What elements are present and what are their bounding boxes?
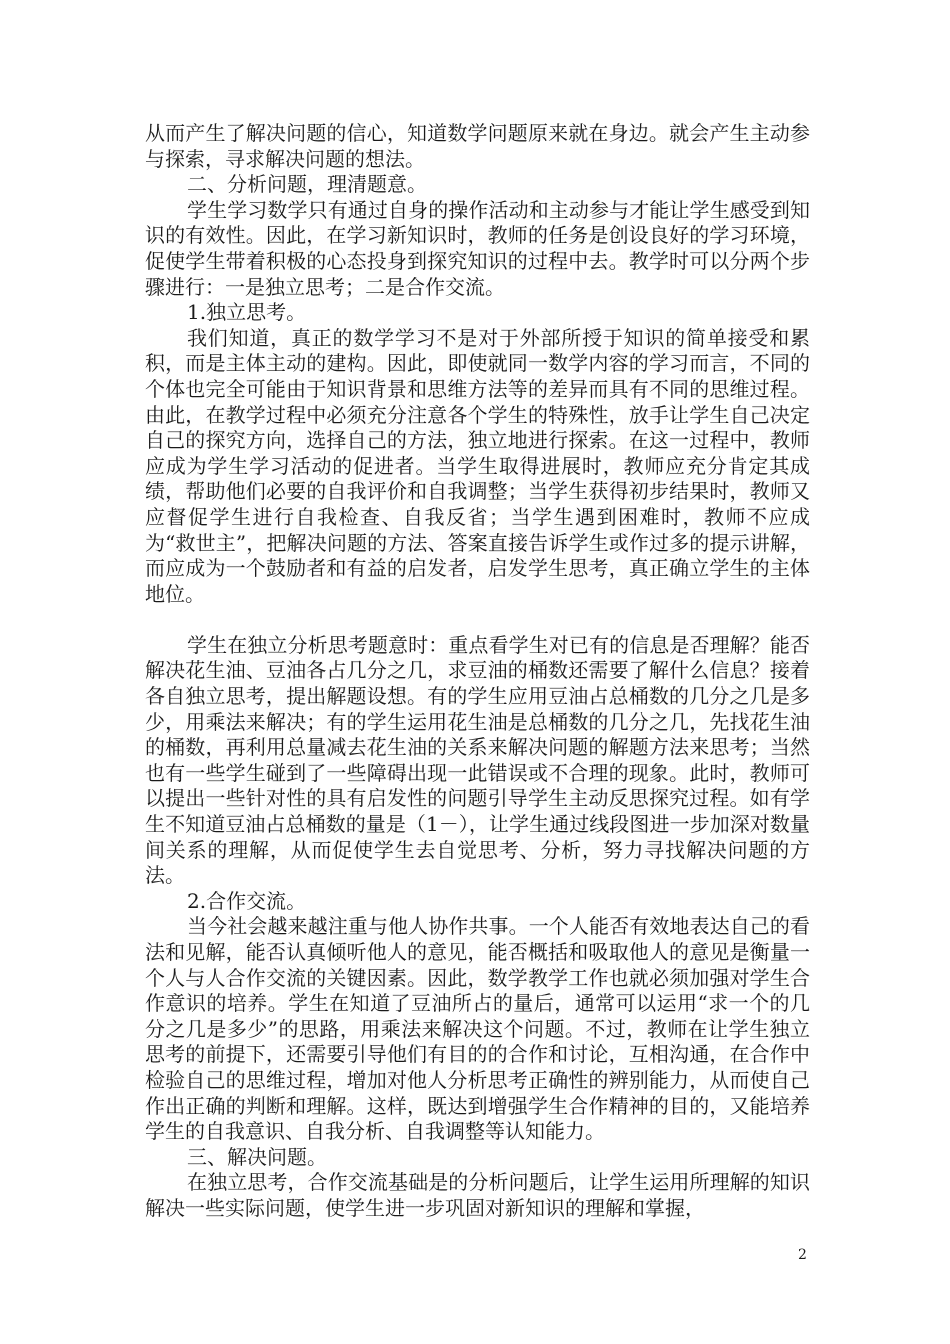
- paragraph-analysis-example: 学生在独立分析思考题意时：重点看学生对已有的信息是否理解？能否解决花生油、豆油各占几分之几，求豆油的桶数还需要了解什么信息？接着各自独立思考，提出解题设想。有的学生应用豆油占总桶数的几分之几是多少，用乘法来解决；有的学生运用花生油是总桶数的几分之几，先找花生油的桶数，再利用总量减去花生油的关系来解决问题的解题方法来思考；当然也有一些学生碰到了一些障碍出现一此错误或不合理的现象。此时，教师可以提出一些针对性的具有启发性的问题引导学生主动反思探究过程。如有学生不知道豆油占总桶数的量是（1－），让学生通过线段图进一步加深对数量间关系的理解，从而促使学生去自觉思考、分析，努力寻找解决问题的方法。: [145, 632, 810, 888]
- blank-line: [145, 607, 810, 633]
- paragraph-cooperation: 当今社会越来越注重与他人协作共事。一个人能否有效地表达自己的看法和见解，能否认真倾听他人的意见，能否概括和吸取他人的意见是衡量一个人与人合作交流的关键因素。因此，数学教学工作也就必须加强对学生合作意识的培养。学生在知道了豆油所占的量后，通常可以运用“求一个的几分之几是多少”的思路，用乘法来解决这个问题。不过，教师在让学生独立思考的前提下，还需要引导他们有目的的合作和讨论，互相沟通，在合作中检验自己的思维过程，增加对他人分析思考正确性的辨别能力，从而使自己作出正确的判断和理解。这样，既达到增强学生合作精神的目的，又能培养学生的自我意识、自我分析、自我调整等认知能力。: [145, 914, 810, 1144]
- paragraph-learning-steps: 学生学习数学只有通过自身的操作活动和主动参与才能让学生感受到知识的有效性。因此，在学习新知识时，教师的任务是创设良好的学习环境，促使学生带着积极的心态投身到探究知识的过程中去。教学时可以分两个步骤进行：一是独立思考；二是合作交流。: [145, 197, 810, 299]
- paragraph-independent-thinking: 我们知道，真正的数学学习不是对于外部所授于知识的简单接受和累积，而是主体主动的建构。因此，即使就同一数学内容的学习而言，不同的个体也完全可能由于知识背景和思维方法等的差异而具有不同的思维过程。由此，在教学过程中必须充分注意各个学生的特殊性，放手让学生自己决定自己的探究方向，选择自己的方法，独立地进行探索。在这一过程中，教师应成为学生学习活动的促进者。当学生取得进展时，教师应充分肯定其成绩，帮助他们必要的自我评价和自我调整；当学生获得初步结果时，教师又应督促学生进行自我检查、自我反省；当学生遇到困难时，教师不应成为“救世主”，把解决问题的方法、答案直接告诉学生或作过多的提示讲解，而应成为一个鼓励者和有益的启发者，启发学生思考，真正确立学生的主体地位。: [145, 325, 810, 606]
- section-heading-solve-problem: 三、解决问题。: [187, 1144, 327, 1169]
- page-number: 2: [798, 1247, 807, 1263]
- paragraph-solve-problem: 在独立思考，合作交流基础是的分析问题后，让学生运用所理解的知识解决一些实际问题，使学生进一步巩固对新知识的理解和掌握，: [145, 1170, 810, 1220]
- paragraph-continuation: 从而产生了解决问题的信心，知道数学问题原来就在身边。就会产生主动参与探索，寻求解决问题的想法。: [145, 121, 810, 171]
- subheading-cooperation: 2.合作交流。: [187, 888, 307, 913]
- subheading-independent-thinking: 1.独立思考。: [187, 300, 307, 325]
- body-text: [145, 121, 810, 1222]
- section-heading-analyze-problem: 二、分析问题，理清题意。: [187, 172, 427, 197]
